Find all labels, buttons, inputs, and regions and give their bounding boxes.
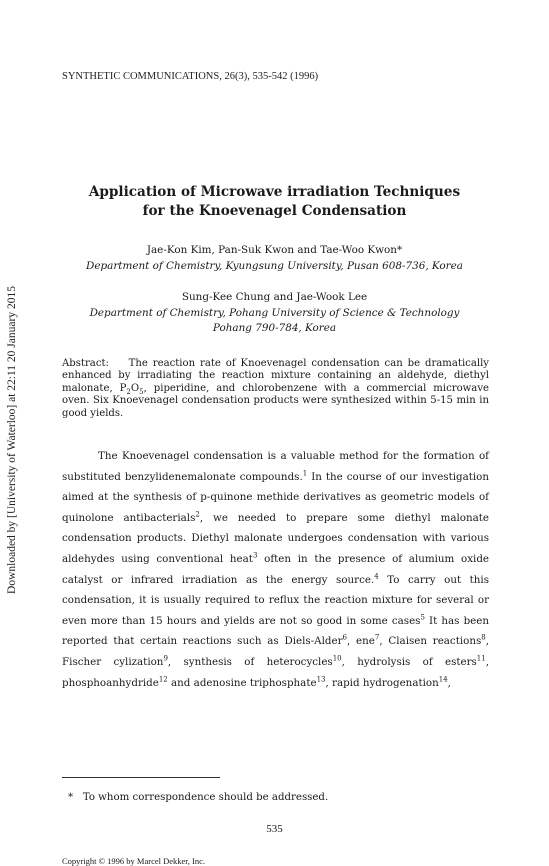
affiliation-2-line-1: Department of Chemistry, Pohang University of Science & Technology [89,307,460,319]
affiliation-2-line-2: Pohang 790-784, Korea [212,322,337,334]
body-text-segment: It has been reported that certain reactions such as Diels-Alder [62,614,489,648]
body-text-segment: and adenosine triphosphate [167,676,317,689]
abstract-text-mid: O [130,382,140,394]
body-text-segment: , synthesis of heterocycles [167,655,333,668]
body-text-segment: , ene [346,635,375,648]
body-paragraph [62,446,489,693]
body-text-segment: , [447,676,451,689]
reference-superscript: 2 [195,510,200,519]
reference-superscript: 8 [481,633,486,642]
abstract-subscript-1: 2 [126,387,131,396]
download-watermark [2,240,22,640]
reference-superscript: 3 [252,551,258,560]
body-text-segment: , Fischer cylization [62,635,489,668]
footnote [68,792,328,803]
copyright-notice: Copyright © 1996 by Marcel Dekker, Inc. [62,856,206,866]
body-text-segment: , phosphoanhydride [62,655,489,689]
page-number: 535 [266,823,283,835]
body-text-segment: To carry out this condensation, it is usually required to reflux the reaction mixture for several or even more than 15 hours and yields are not so good in some cases [62,573,489,627]
affiliation-1: Department of Chemistry, Kyungsung University, Pusan 608-736, Korea [86,260,463,272]
abstract-label: Abstract: [62,358,109,369]
abstract-subscript-2: 5 [139,387,144,396]
body-text-segment: , we needed to prepare some diethyl malonate condensation products. Diethyl malonate undergoes condensation with various aldehydes using conventional heat [62,511,489,565]
reference-superscript: 6 [342,633,347,642]
reference-superscript: 12 [158,675,168,684]
reference-superscript: 14 [438,675,448,684]
footnote-text: To whom correspondence should be addressed. [82,792,329,803]
abstract [62,358,489,420]
body-text-segment: often in the presence of alumium oxide catalyst or infrared irradiation as the energy source. [62,552,490,586]
reference-superscript: 9 [163,654,168,663]
reference-superscript: 7 [374,633,380,642]
body-text-segment: , hydrolysis of esters [341,655,477,668]
download-watermark-text: Downloaded by [University of Waterloo] at 22:11 20 January 2015 [6,286,18,594]
author-list-2: Sung-Kee Chung and Jae-Wook Lee [181,291,368,303]
abstract-text-b: , piperidine, and chlorobenzene with a commercial microwave oven. Six Knoevenagel condensation products were synthesized within 5-15 min in good yields. [62,382,489,419]
body-text-segment: , rapid hydrogenation [325,676,439,689]
reference-superscript: 1 [302,469,308,478]
reference-superscript: 13 [316,675,326,684]
paper-title-line-2: for the Knoevenagel Condensation [142,203,407,219]
body-paragraph-text [62,446,489,693]
reference-superscript: 5 [420,613,425,622]
body-text-segment: , Claisen reactions [379,635,482,648]
reference-superscript: 4 [374,572,379,581]
reference-superscript: 10 [332,654,342,663]
paper-title-line-1: Application of Microwave irradiation Techniques [88,184,461,200]
footnote-marker: * [68,792,74,803]
footnote-rule [62,777,220,778]
abstract-text-a: The reaction rate of Knoevenagel condensation can be dramatically enhanced by irradiating the reaction mixture containing an aldehyde, diethyl malonate, P [62,358,489,394]
body-text-segment: In the course of our investigation aimed at the synthesis of p-quinone methide derivatives as geometric models of quinolone antibacterials [62,470,489,524]
body-text-segment: The Knoevenagel condensation is a valuable method for the formation of substituted benzylidenemalonate compounds. [62,450,489,483]
journal-header: SYNTHETIC COMMUNICATIONS, 26(3), 535-542 (1996) [62,71,319,82]
author-list-1: Jae-Kon Kim, Pan-Suk Kwon and Tae-Woo Kwon* [146,244,403,256]
reference-superscript: 11 [476,654,486,663]
